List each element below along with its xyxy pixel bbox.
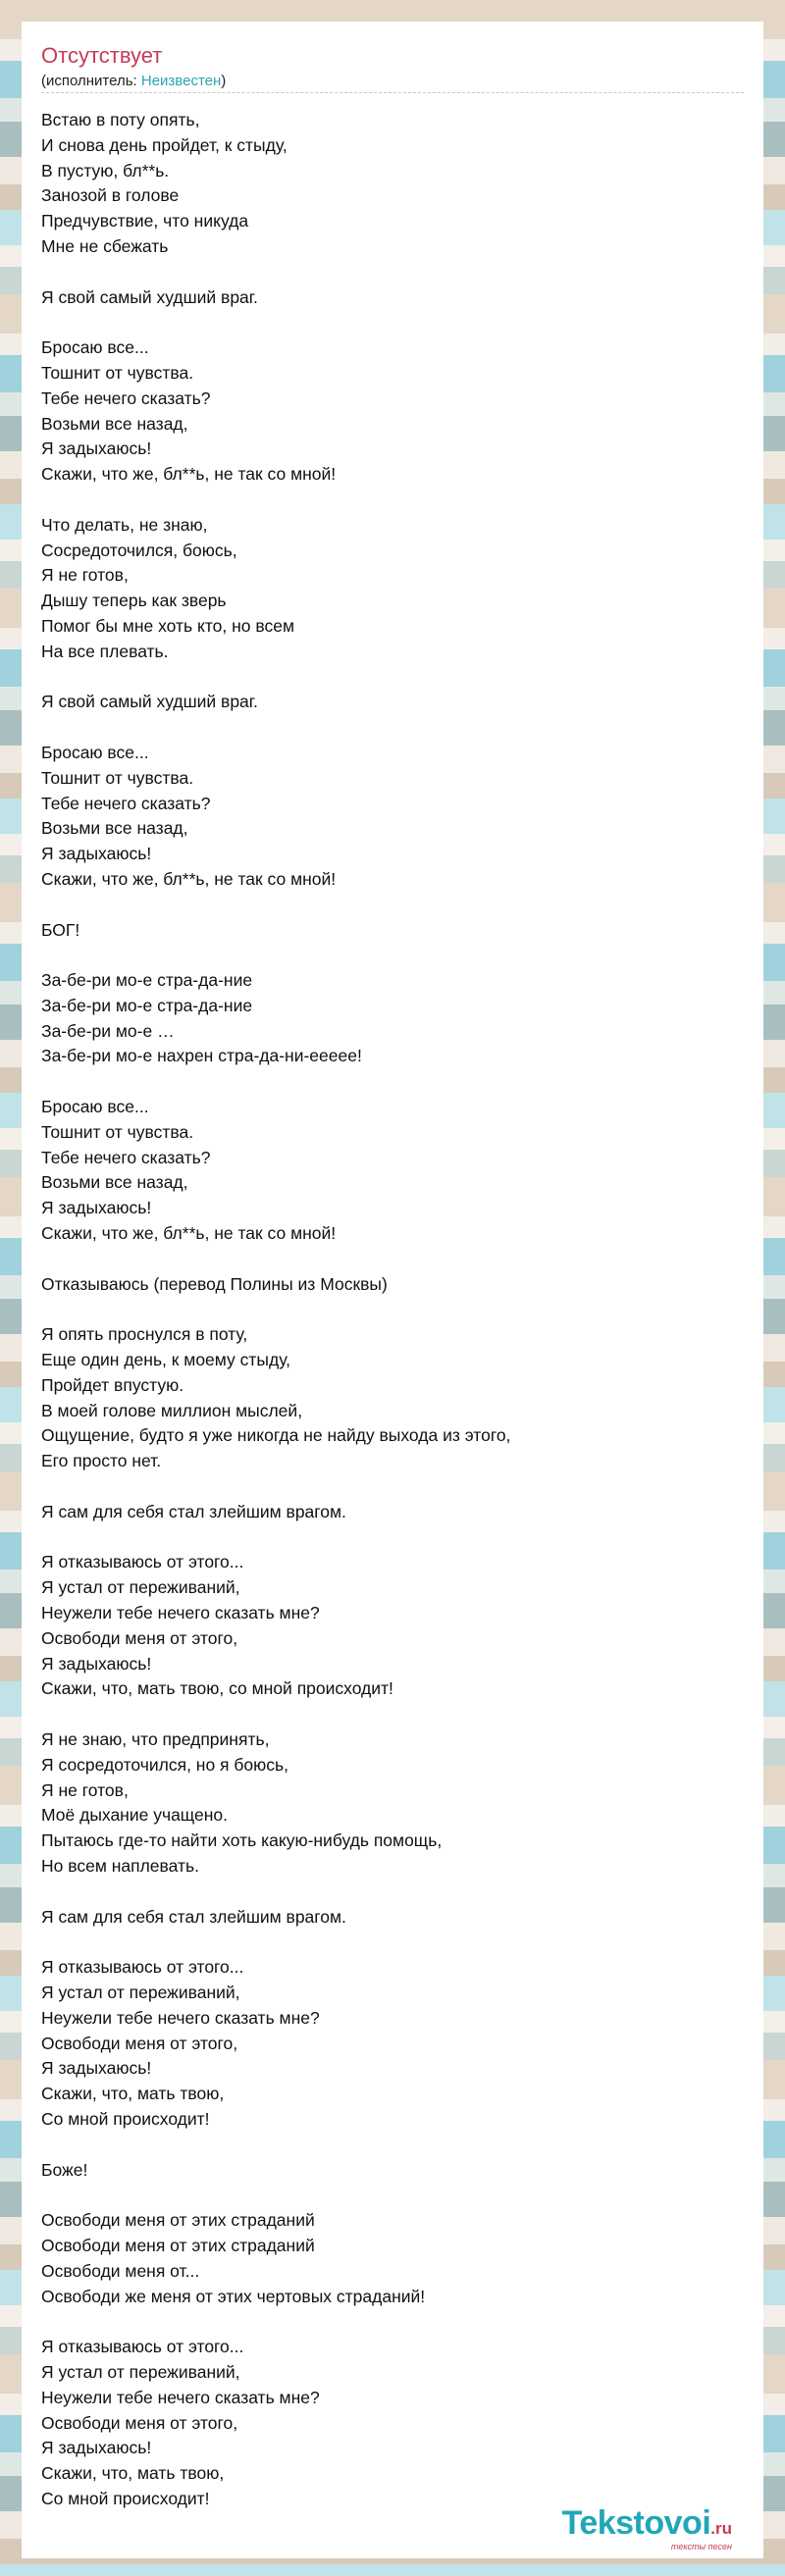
performer-suffix: ) — [221, 73, 227, 89]
logo-tagline: тексты песен — [670, 2542, 732, 2551]
lyric-line — [41, 1702, 744, 1727]
lyric-line: БОГ! — [41, 919, 80, 940]
lyric-line: Я задыхаюсь! — [41, 2058, 152, 2079]
lyric-line: Тебе нечего сказать? — [41, 793, 211, 813]
lyric-line: Я устал от переживаний, — [41, 1577, 240, 1598]
lyric-line: Что делать, не знаю, — [41, 514, 208, 535]
lyric-line: Я сам для себя стал злейшим врагом. — [41, 1501, 346, 1521]
lyric-line: Скажи, что, мать твою, — [41, 2084, 225, 2104]
lyric-line: Я сосредоточился, но я боюсь, — [41, 1754, 288, 1775]
lyric-line: Пройдет впустую. — [41, 1374, 184, 1395]
lyric-line: Я задыхаюсь! — [41, 438, 152, 459]
lyric-line: Скажи, что, мать твою, — [41, 2463, 225, 2484]
lyric-line: Я свой самый худший враг. — [41, 286, 258, 307]
lyric-line: Неужели тебе нечего сказать мне? — [41, 2007, 320, 2028]
lyric-line: Со мной происходит! — [41, 2108, 210, 2129]
lyric-line: Освободи меня от этого, — [41, 2412, 238, 2433]
lyric-line: Дышу теперь как зверь — [41, 591, 227, 611]
lyric-line: Я опять проснулся в поту, — [41, 1324, 248, 1345]
lyric-line: За-бе-ри мо-е нахрен стра-да-ни-еееее! — [41, 1046, 362, 1066]
title-divider — [41, 92, 744, 93]
lyric-line — [41, 1525, 744, 1551]
lyrics-panel — [22, 22, 763, 2558]
lyric-line: Скажи, что же, бл**ь, не так со мной! — [41, 868, 337, 889]
lyric-line: Ощущение, будто я уже никогда не найду выхода из этого, — [41, 1425, 511, 1446]
lyric-line: Я задыхаюсь! — [41, 844, 152, 864]
lyric-line: Предчувствие, что никуда — [41, 211, 249, 232]
lyric-line: Тошнит от чувства. — [41, 362, 194, 383]
lyric-line: Я задыхаюсь! — [41, 1653, 152, 1674]
lyric-line: Моё дыхание учащено. — [41, 1805, 229, 1826]
lyric-line: Неужели тебе нечего сказать мне? — [41, 2387, 320, 2407]
lyric-line — [41, 665, 744, 691]
performer-prefix: (исполнитель: — [41, 73, 141, 89]
lyric-line: Я сам для себя стал злейшим врагом. — [41, 1906, 346, 1927]
lyric-line: Бросаю все... — [41, 1097, 149, 1117]
performer-link[interactable]: Неизвестен — [140, 73, 222, 89]
lyric-line: Бросаю все... — [41, 742, 149, 762]
lyric-line: Возьми все назад, — [41, 413, 188, 434]
lyric-line — [41, 488, 744, 513]
lyric-line: В пустую, бл**ь. — [41, 160, 170, 180]
lyric-line — [41, 310, 744, 335]
lyric-line: Пытаюсь где-то найти хоть какую-нибудь помощь, — [41, 1830, 443, 1851]
lyric-line: За-бе-ри мо-е … — [41, 1020, 175, 1041]
logo-domain: .ru — [710, 2519, 732, 2538]
logo-wordmark: Tekstovoi — [561, 2504, 711, 2542]
site-logo[interactable] — [561, 2504, 732, 2551]
lyric-line: Я задыхаюсь! — [41, 2438, 152, 2458]
lyric-line: Тебе нечего сказать? — [41, 387, 211, 408]
lyric-line: Я свой самый худший враг. — [41, 692, 258, 712]
lyric-line: Занозой в голове — [41, 185, 180, 206]
lyric-line: Я не готов, — [41, 565, 129, 586]
lyric-line: Тошнит от чувства. — [41, 767, 194, 788]
lyric-line: Я отказываюсь от этого... — [41, 1957, 244, 1978]
lyric-line: Возьми все назад, — [41, 1172, 188, 1193]
lyric-line: В моей голове миллион мыслей, — [41, 1400, 303, 1420]
lyric-line — [41, 2183, 744, 2208]
lyric-line — [41, 2309, 744, 2335]
lyric-line: Боже! — [41, 2159, 88, 2180]
lyric-line: Освободи меня от этих страданий — [41, 2210, 315, 2231]
lyric-line: Неужели тебе нечего сказать мне? — [41, 1603, 320, 1623]
lyric-line: Еще один день, к моему стыду, — [41, 1350, 291, 1370]
lyric-line: Встаю в поту опять, — [41, 110, 200, 129]
lyric-line: Сосредоточился, боюсь, — [41, 540, 237, 560]
lyric-line: Освободи меня от этого, — [41, 2033, 238, 2053]
lyric-line — [41, 1880, 744, 1905]
lyric-line: Освободи же меня от этих чертовых страданий! — [41, 2286, 426, 2306]
lyric-line: Я отказываюсь от этого... — [41, 1552, 244, 1572]
lyric-line: Я не готов, — [41, 1779, 129, 1800]
lyric-line — [41, 893, 744, 918]
performer-line — [41, 73, 226, 89]
lyric-line: Скажи, что же, бл**ь, не так со мной! — [41, 464, 337, 485]
lyric-line: Скажи, что, мать твою, со мной происходит! — [41, 1678, 393, 1699]
lyric-line: Я устал от переживаний, — [41, 2361, 240, 2382]
lyric-line: Скажи, что же, бл**ь, не так со мной! — [41, 1223, 337, 1244]
lyric-line: Я отказываюсь от этого... — [41, 2337, 244, 2357]
lyric-line — [41, 1297, 744, 1322]
lyric-line: Я устал от переживаний, — [41, 1982, 240, 2002]
lyric-line: Я не знаю, что предпринять, — [41, 1729, 270, 1749]
lyric-line — [41, 260, 744, 285]
lyric-line: Со мной происходит! — [41, 2488, 210, 2508]
lyric-line: Тошнит от чувства. — [41, 1121, 194, 1142]
lyric-line: На все плевать. — [41, 641, 169, 661]
lyric-line: Отказываюсь (перевод Полины из Москвы) — [41, 1273, 388, 1294]
lyric-line: За-бе-ри мо-е стра-да-ние — [41, 995, 253, 1015]
lyric-line — [41, 1930, 744, 1955]
lyric-line: Освободи меня от этих страданий — [41, 2235, 315, 2255]
lyric-line: Мне не сбежать — [41, 235, 169, 256]
lyric-line: Тебе нечего сказать? — [41, 1147, 211, 1167]
song-title: Отсутствует — [41, 43, 163, 68]
lyric-line — [41, 943, 744, 968]
lyric-line: Но всем наплевать. — [41, 1855, 199, 1876]
lyric-line: Я задыхаюсь! — [41, 1198, 152, 1218]
lyric-line: За-бе-ри мо-е стра-да-ние — [41, 970, 253, 991]
lyric-line — [41, 715, 744, 741]
lyrics-text — [41, 108, 744, 2512]
lyric-line: Освободи меня от этого, — [41, 1627, 238, 1648]
lyric-line: Его просто нет. — [41, 1451, 162, 1471]
lyric-line: Помог бы мне хоть кто, но всем — [41, 615, 294, 636]
lyric-line — [41, 1069, 744, 1095]
lyric-line: И снова день пройдет, к стыду, — [41, 134, 288, 155]
lyric-line: Бросаю все... — [41, 337, 149, 358]
lyric-line — [41, 1247, 744, 1272]
lyric-line: Возьми все назад, — [41, 818, 188, 839]
lyric-line: Освободи меня от... — [41, 2260, 200, 2281]
lyric-line — [41, 2133, 744, 2158]
lyric-line — [41, 1474, 744, 1500]
